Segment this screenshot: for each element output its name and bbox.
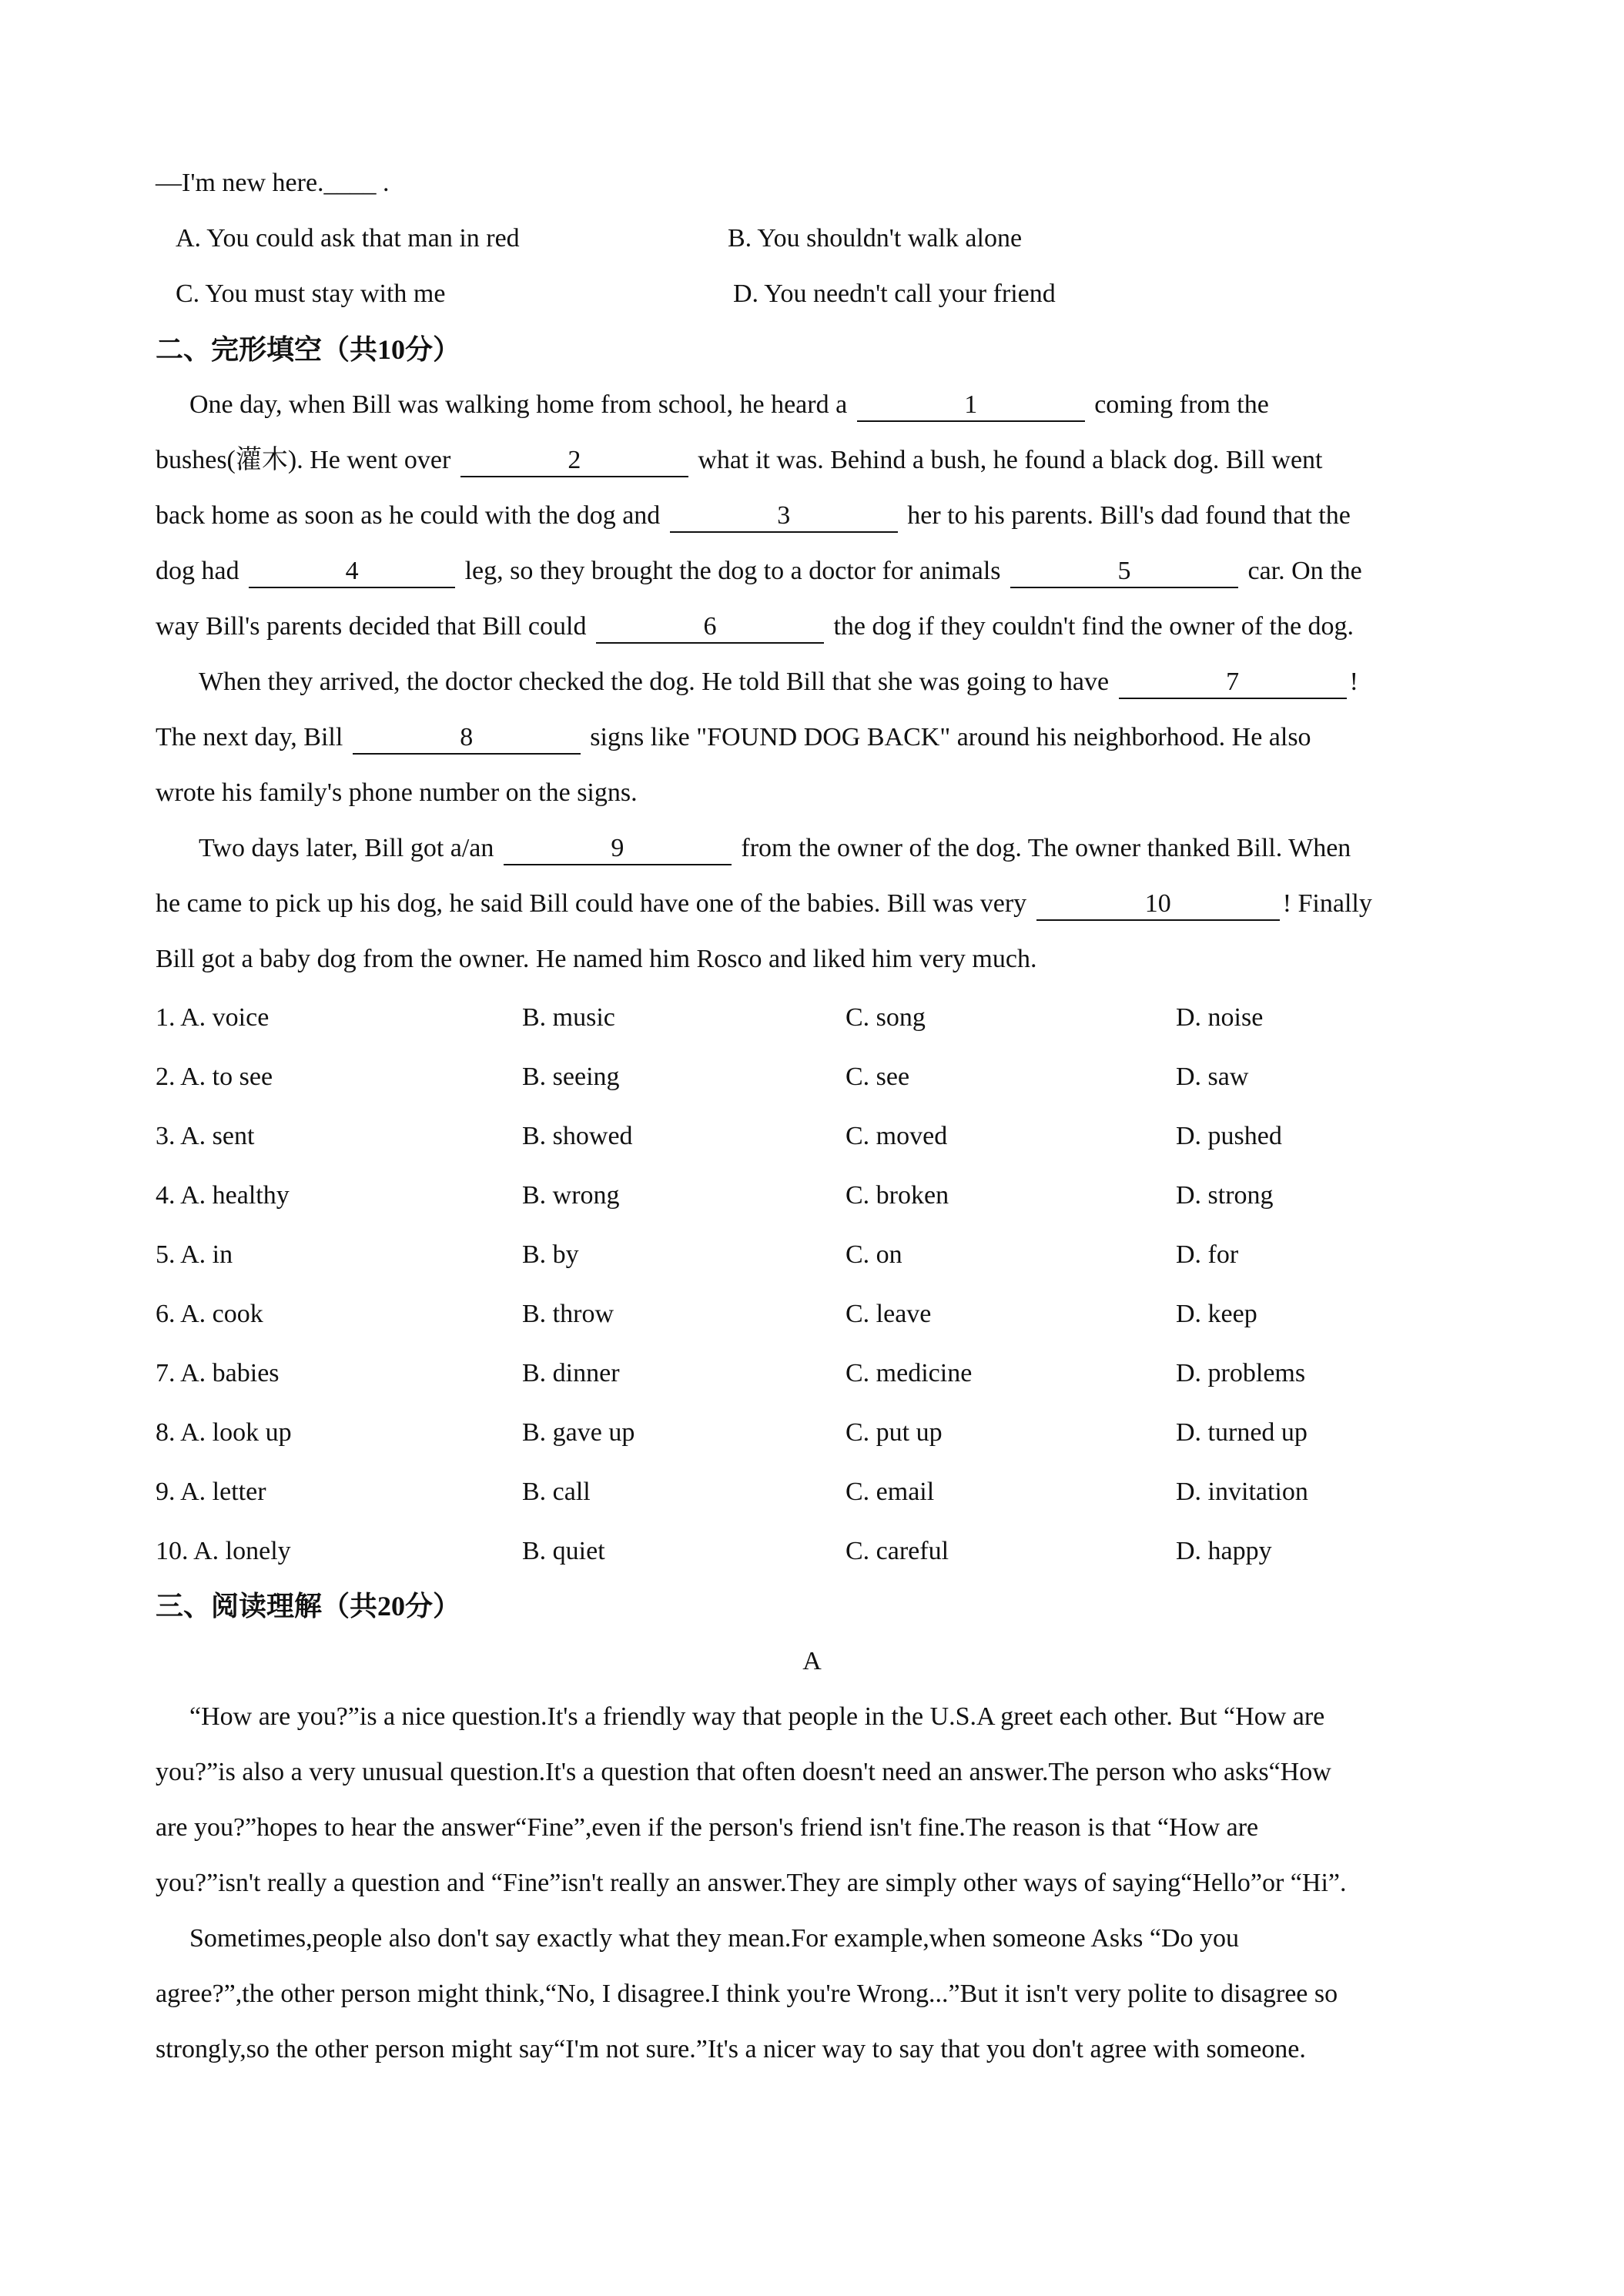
text: leg, so they brought the dog to a doctor for animals — [464, 557, 1001, 585]
choice-option[interactable]: 6. A. cook — [156, 1300, 263, 1328]
choice-row — [0, 1475, 1624, 1509]
section3-heading — [156, 1589, 460, 1623]
answer-blank[interactable]: ____ — [323, 169, 377, 197]
choice-option[interactable]: D. saw — [1176, 1063, 1249, 1091]
choice-option[interactable]: 8. A. look up — [156, 1418, 292, 1447]
choice-option[interactable]: D. pushed — [1176, 1122, 1282, 1150]
cloze-line — [156, 499, 1351, 533]
heading-text: 二、完形填空（共 — [156, 334, 378, 365]
choice-option[interactable]: B. seeing — [522, 1063, 620, 1091]
heading-text-end: 分） — [405, 334, 461, 365]
text: ! — [1349, 668, 1358, 696]
choice-option[interactable]: C. on — [845, 1240, 902, 1269]
choice-option[interactable]: B. throw — [522, 1300, 614, 1328]
cloze-blank-3[interactable]: 3 — [670, 502, 898, 533]
passage-line: “How are you?”is a nice question.It's a friendly way that people in the U.S.A greet each other. But “How are — [189, 1702, 1325, 1731]
choice-option[interactable]: D. invitation — [1176, 1478, 1308, 1506]
choice-option[interactable]: D. keep — [1176, 1300, 1257, 1328]
choice-option[interactable]: D. for — [1176, 1240, 1239, 1269]
cloze-line — [156, 554, 1362, 588]
cloze-blank-8[interactable]: 8 — [353, 724, 581, 755]
choice-option[interactable]: D. turned up — [1176, 1418, 1308, 1447]
text: bushes(灌木). He went over — [156, 446, 451, 474]
text: he came to pick up his dog, he said Bill could have one of the babies. Bill was very — [156, 889, 1027, 918]
heading-score: 10 — [377, 334, 406, 365]
passage-line: you?”is also a very unusual question.It's a question that often doesn't need an answer.The person who asks“How — [156, 1758, 1331, 1786]
cloze-line — [156, 721, 1311, 755]
cloze-line — [199, 832, 1351, 865]
prev-option-c[interactable]: C. You must stay with me — [176, 279, 446, 308]
cloze-blank-1[interactable]: 1 — [857, 391, 1085, 422]
choice-option[interactable]: C. careful — [845, 1537, 949, 1565]
choice-row — [0, 1060, 1624, 1094]
cloze-blank-2[interactable]: 2 — [460, 447, 688, 477]
passage-line: you?”isn't really a question and “Fine”isn't really an answer.They are simply other ways of saying“Hello”or “Hi”. — [156, 1869, 1347, 1897]
text: car. On the — [1247, 557, 1362, 585]
choice-option[interactable]: 9. A. letter — [156, 1478, 266, 1506]
prev-option-d[interactable]: D. You needn't call your friend — [733, 279, 1056, 308]
text: her to his parents. Bill's dad found that the — [907, 501, 1351, 530]
choice-option[interactable]: B. gave up — [522, 1418, 635, 1447]
choice-option[interactable]: 2. A. to see — [156, 1063, 273, 1091]
choice-option[interactable]: C. put up — [845, 1418, 943, 1447]
passage-line: are you?”hopes to hear the answer“Fine”,even if the person's friend isn't fine.The reason is that “How are — [156, 1813, 1259, 1842]
passage-label: A — [802, 1647, 822, 1675]
cloze-blank-7[interactable]: 7 — [1119, 668, 1347, 699]
choice-row — [0, 1535, 1624, 1568]
choice-option[interactable]: D. happy — [1176, 1537, 1272, 1565]
choice-option[interactable]: C. see — [845, 1063, 910, 1091]
choice-option[interactable]: B. call — [522, 1478, 591, 1506]
choice-option[interactable]: B. music — [522, 1003, 615, 1032]
choice-option[interactable]: B. wrong — [522, 1181, 620, 1210]
choice-option[interactable]: C. song — [845, 1003, 926, 1032]
text: the dog if they couldn't find the owner of the dog. — [833, 612, 1354, 641]
text: signs like "FOUND DOG BACK" around his neighborhood. He also — [590, 723, 1311, 751]
prev-option-b[interactable]: B. You shouldn't walk alone — [728, 224, 1023, 253]
choice-option[interactable]: C. medicine — [845, 1359, 973, 1387]
passage-line: strongly,so the other person might say“I'm not sure.”It's a nicer way to say that you don't agree with someone. — [156, 2035, 1306, 2063]
dialog-text: —I'm new here. — [156, 169, 324, 197]
choice-row — [0, 1001, 1624, 1035]
cloze-line — [189, 388, 1269, 422]
section2-heading — [156, 333, 460, 366]
choice-option[interactable]: D. problems — [1176, 1359, 1306, 1387]
choice-option[interactable]: 3. A. sent — [156, 1122, 255, 1150]
choice-option[interactable]: B. by — [522, 1240, 579, 1269]
choice-option[interactable]: C. email — [845, 1478, 935, 1506]
choice-option[interactable]: 5. A. in — [156, 1240, 233, 1269]
text: dog had — [156, 557, 239, 585]
cloze-line: wrote his family's phone number on the signs. — [156, 778, 638, 807]
cloze-line — [156, 887, 1372, 921]
heading-score: 20 — [377, 1591, 406, 1622]
passage-line: Sometimes,people also don't say exactly what they mean.For example,when someone Asks “Do you — [189, 1924, 1240, 1953]
passage-line: agree?”,the other person might think,“No, I disagree.I think you're Wrong...”But it isn't very polite to disagree so — [156, 1980, 1338, 2008]
text: The next day, Bill — [156, 723, 343, 751]
text: ! Finally — [1282, 889, 1372, 918]
choice-option[interactable]: C. moved — [845, 1122, 948, 1150]
text: back home as soon as he could with the dog and — [156, 501, 661, 530]
text: way Bill's parents decided that Bill could — [156, 612, 587, 641]
choice-option[interactable]: C. leave — [845, 1300, 932, 1328]
choice-row — [0, 1297, 1624, 1331]
text: When they arrived, the doctor checked the dog. He told Bill that she was going to have — [199, 668, 1110, 696]
choice-option[interactable]: 7. A. babies — [156, 1359, 280, 1387]
dialog-line — [156, 166, 390, 200]
text: coming from the — [1094, 390, 1269, 419]
text: Two days later, Bill got a/an — [199, 834, 494, 862]
choice-row — [0, 1120, 1624, 1153]
cloze-blank-6[interactable]: 6 — [596, 613, 824, 644]
text: what it was. Behind a bush, he found a black dog. Bill went — [698, 446, 1323, 474]
choice-option[interactable]: 1. A. voice — [156, 1003, 270, 1032]
prev-option-a[interactable]: A. You could ask that man in red — [176, 224, 520, 253]
choice-option[interactable]: D. strong — [1176, 1181, 1274, 1210]
dialog-end: . — [376, 169, 390, 197]
choice-option[interactable]: 10. A. lonely — [156, 1537, 291, 1565]
cloze-line — [156, 443, 1323, 477]
cloze-blank-4[interactable]: 4 — [249, 557, 455, 588]
cloze-line: Bill got a baby dog from the owner. He named him Rosco and liked him very much. — [156, 945, 1037, 973]
cloze-blank-9[interactable]: 9 — [504, 835, 732, 865]
choice-option[interactable]: B. quiet — [522, 1537, 605, 1565]
heading-text: 三、阅读理解（共 — [156, 1591, 378, 1622]
cloze-line — [199, 665, 1358, 699]
cloze-blank-5[interactable]: 5 — [1010, 557, 1238, 588]
choice-row — [0, 1357, 1624, 1391]
cloze-blank-10[interactable]: 10 — [1036, 890, 1280, 921]
choice-row — [0, 1179, 1624, 1213]
choice-option[interactable]: D. noise — [1176, 1003, 1264, 1032]
choice-option[interactable]: C. broken — [845, 1181, 949, 1210]
choice-option[interactable]: 4. A. healthy — [156, 1181, 290, 1210]
text: One day, when Bill was walking home from school, he heard a — [189, 390, 848, 419]
choice-row — [0, 1416, 1624, 1450]
heading-text-end: 分） — [405, 1591, 461, 1622]
choice-row — [0, 1238, 1624, 1272]
cloze-line — [156, 610, 1354, 644]
choice-option[interactable]: B. showed — [522, 1122, 633, 1150]
text: from the owner of the dog. The owner thanked Bill. When — [741, 834, 1351, 862]
choice-option[interactable]: B. dinner — [522, 1359, 620, 1387]
